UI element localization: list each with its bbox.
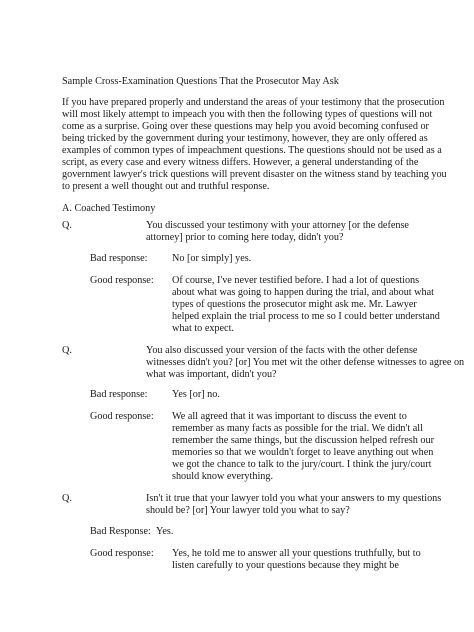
good-response-line: listen carefully to your questions because they might be (172, 560, 399, 571)
good-response-line: we got the chance to talk to the jury/court. I think the jury/court (172, 459, 432, 470)
good-response-line: Of course, I've never testified before. I had a lot of questions (172, 275, 420, 286)
question-line: You discussed your testimony with your attorney [or the defense (146, 220, 409, 231)
bad-response-label: Bad response: (90, 389, 148, 400)
bad-response-label: Bad Response: (90, 526, 151, 537)
intro-line: to present a well thought out and truthful response. (62, 181, 270, 192)
intro-line: government lawyer's trick questions will prevent disaster on the witness stand by teaching you (62, 169, 447, 180)
good-response-line: remember as many facts as possible for the trial. We didn't all (172, 423, 423, 434)
document-title: Sample Cross-Examination Questions That the Prosecutor May Ask (62, 76, 339, 87)
question-line: Isn't it true that your lawyer told you what your answers to my questions (146, 493, 442, 504)
intro-line: If you have prepared properly and understand the areas of your testimony that the prosecution (62, 97, 445, 108)
bad-response-text: Yes. (156, 526, 174, 537)
intro-line: examples of common types of impeachment questions. The questions should not be used as a (62, 145, 442, 156)
question-line: witnesses didn't you? [or] You met wit the other defense witnesses to agree on (146, 357, 465, 368)
question-line: attorney] prior to coming here today, didn't you? (146, 232, 344, 243)
bad-response-text: No [or simply] yes. (172, 253, 252, 264)
question-label: Q. (62, 493, 72, 504)
good-response-line: should know everything. (172, 471, 274, 482)
good-response-line: helped explain the trial process to me so I could better understand (172, 311, 440, 322)
good-response-label: Good response: (90, 548, 154, 559)
good-response-line: what to expect. (172, 323, 234, 334)
section-heading: A. Coached Testimony (62, 203, 156, 214)
intro-line: script, as every case and every witness differs. However, a general understanding of the (62, 157, 419, 168)
question-label: Q. (62, 345, 72, 356)
question-line: should be? [or] Your lawyer told you what to say? (146, 505, 350, 516)
intro-line: will most likely attempt to impeach you with then the following types of questions will not (62, 109, 433, 120)
question-label: Q. (62, 220, 72, 231)
good-response-line: types of questions the prosecutor might ask me. Mr. Lawyer (172, 299, 417, 310)
intro-line: come as a surprise. Going over these questions may help you avoid becoming confused or (62, 121, 429, 132)
good-response-label: Good response: (90, 411, 154, 422)
good-response-line: We all agreed that it was important to discuss the event to (172, 411, 407, 422)
question-line: what was important, didn't you? (146, 369, 277, 380)
good-response-line: about what was going to happen during the trial, and about what (172, 287, 434, 298)
intro-line: being tricked by the government during your testimony, however, they are only offered as (62, 133, 428, 144)
good-response-line: memories so that we wouldn't forget to leave anything out when (172, 447, 434, 458)
good-response-line: remember the same things, but the discussion helped refresh our (172, 435, 434, 446)
bad-response-text: Yes [or] no. (172, 389, 220, 400)
bad-response-label: Bad response: (90, 253, 148, 264)
good-response-label: Good response: (90, 275, 154, 286)
question-line: You also discussed your version of the facts with the other defense (146, 345, 418, 356)
good-response-line: Yes, he told me to answer all your questions truthfully, but to (172, 548, 421, 559)
